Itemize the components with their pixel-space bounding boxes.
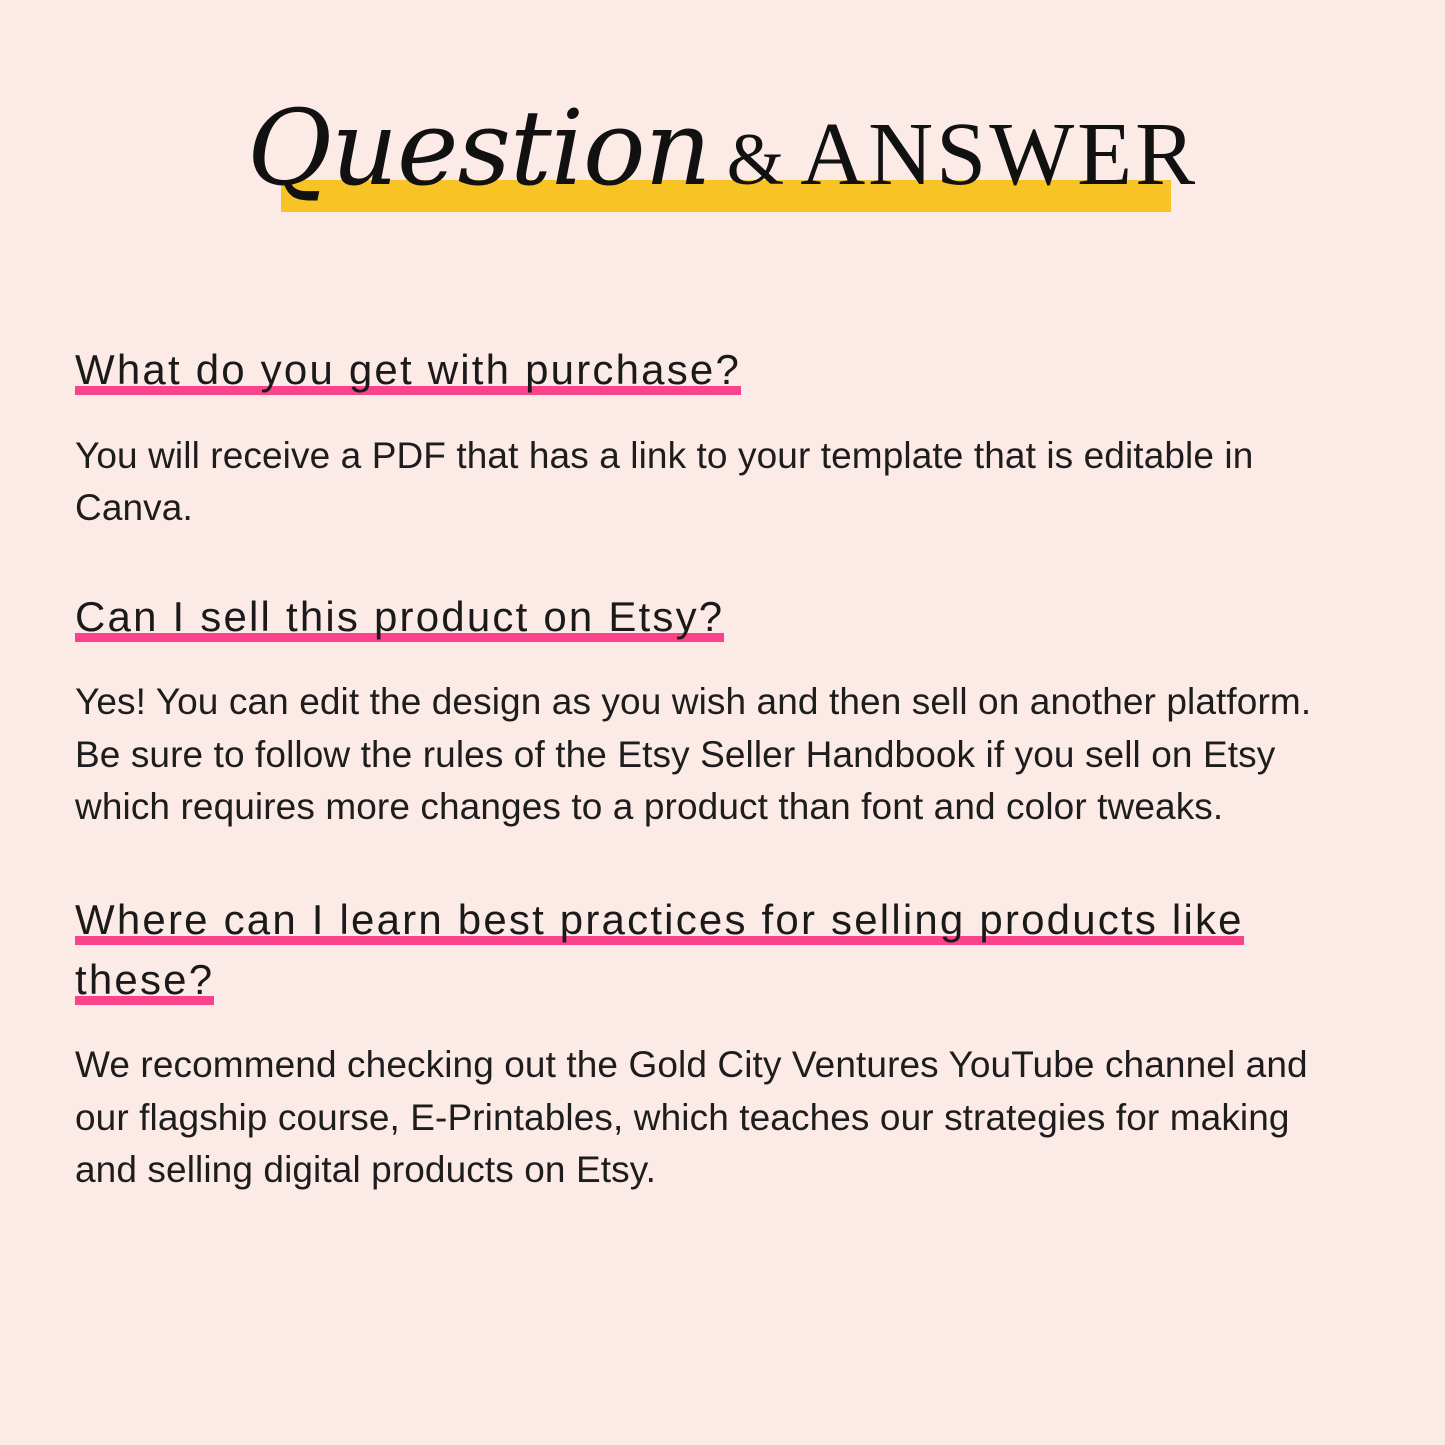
faq-question-text: What do you get with purchase?	[75, 346, 742, 393]
title-script-word: Question	[246, 87, 711, 209]
faq-item	[75, 890, 1333, 1197]
faq-question	[75, 890, 1333, 1009]
faq-question	[75, 340, 1333, 400]
faq-answer: We recommend checking out the Gold City Ventures YouTube channel and our flagship course, E-Printables, which teaches our strategies for making and selling digital products on Etsy.	[75, 1044, 1308, 1191]
faq-item	[75, 340, 1333, 535]
title-text	[246, 87, 1199, 209]
title-caps-word: ANSWER	[800, 105, 1199, 204]
faq-list	[75, 340, 1333, 1197]
page-title	[0, 0, 1445, 246]
faq-question	[75, 587, 1333, 647]
faq-question-text: Can I sell this product on Etsy?	[75, 592, 725, 640]
faq-answer: Yes! You can edit the design as you wish and then sell on another platform. Be sure to follow the rules of the Etsy Seller Handbook if you sell on Etsy which requires more changes to a product than font and color tweaks.	[75, 681, 1312, 828]
faq-question-text: Where can I learn best practices for selling products like these?	[75, 895, 1244, 1003]
title-ampersand: &	[726, 119, 785, 201]
faq-item	[75, 587, 1333, 834]
faq-answer: You will receive a PDF that has a link to your template that is editable in Canva.	[75, 434, 1254, 529]
